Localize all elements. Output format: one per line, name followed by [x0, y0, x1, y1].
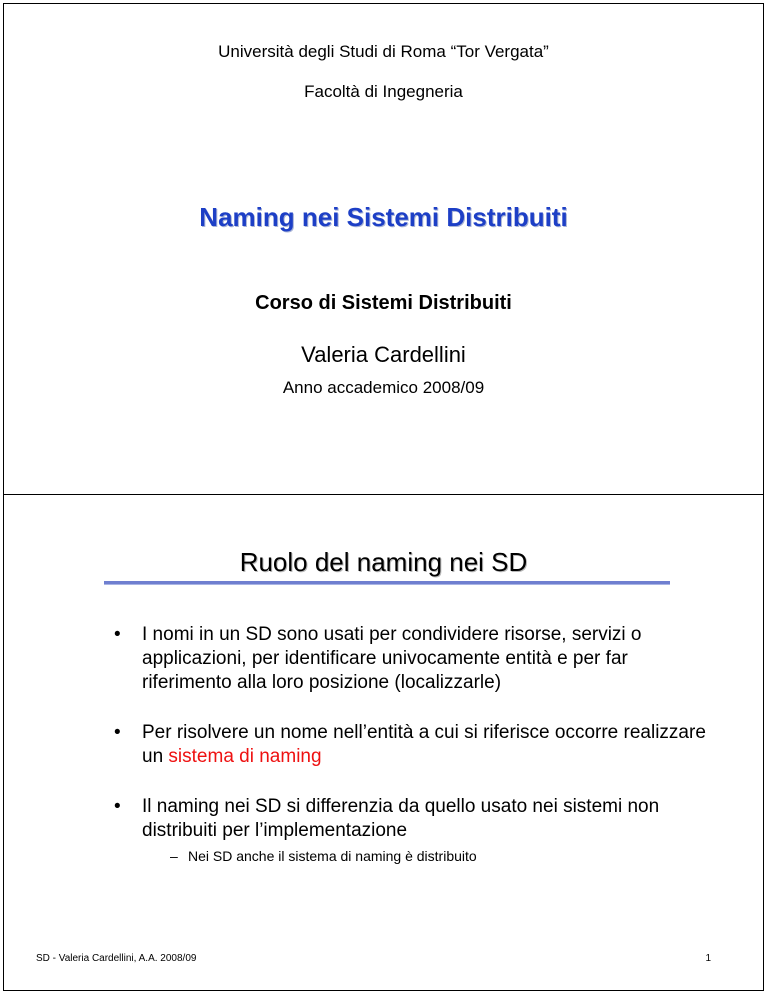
content-slide: [3, 494, 764, 991]
dash-marker: –: [170, 848, 178, 864]
slide-title: Ruolo del naming nei SD: [239, 547, 528, 577]
sub-bullet-item: [142, 847, 714, 865]
university-name: Università degli Studi di Roma “Tor Vergata”: [218, 42, 549, 61]
title-underline: [104, 581, 670, 585]
sub-bullet-text: Nei SD anche il sistema di naming è distribuito: [188, 848, 477, 864]
page-number: 1: [705, 953, 711, 964]
highlighted-term: sistema di naming: [168, 746, 322, 767]
academic-year: Anno accademico 2008/09: [282, 378, 485, 397]
bullet-marker: •: [114, 796, 121, 817]
bullet-text: Per risolvere un nome nell’entità a cui si riferisce occorre realizzare un: [142, 722, 706, 767]
bullet-marker: •: [114, 722, 121, 743]
presentation-title: Naming nei Sistemi Distribuiti: [199, 202, 568, 232]
author-name: Valeria Cardellini: [301, 342, 466, 367]
faculty-name: Facoltà di Ingegneria: [304, 82, 463, 101]
bullet-text: I nomi in un SD sono usati per condividere risorse, servizi o applicazioni, per identificare univocamente entità e per far riferimento alla loro posizione (localizzarle): [142, 624, 642, 693]
bullet-item: [114, 795, 714, 865]
slide-footer: SD - Valeria Cardellini, A.A. 2008/09: [36, 953, 197, 964]
bullet-item: [114, 721, 714, 769]
bullet-text: Il naming nei SD si differenzia da quello usato nei sistemi non distribuiti per l’implementazione: [142, 796, 660, 841]
bullet-marker: •: [114, 624, 121, 645]
bullet-item: [114, 623, 714, 695]
title-slide: [3, 3, 764, 495]
bullet-list: [114, 623, 714, 891]
course-name: Corso di Sistemi Distribuiti: [255, 292, 512, 314]
